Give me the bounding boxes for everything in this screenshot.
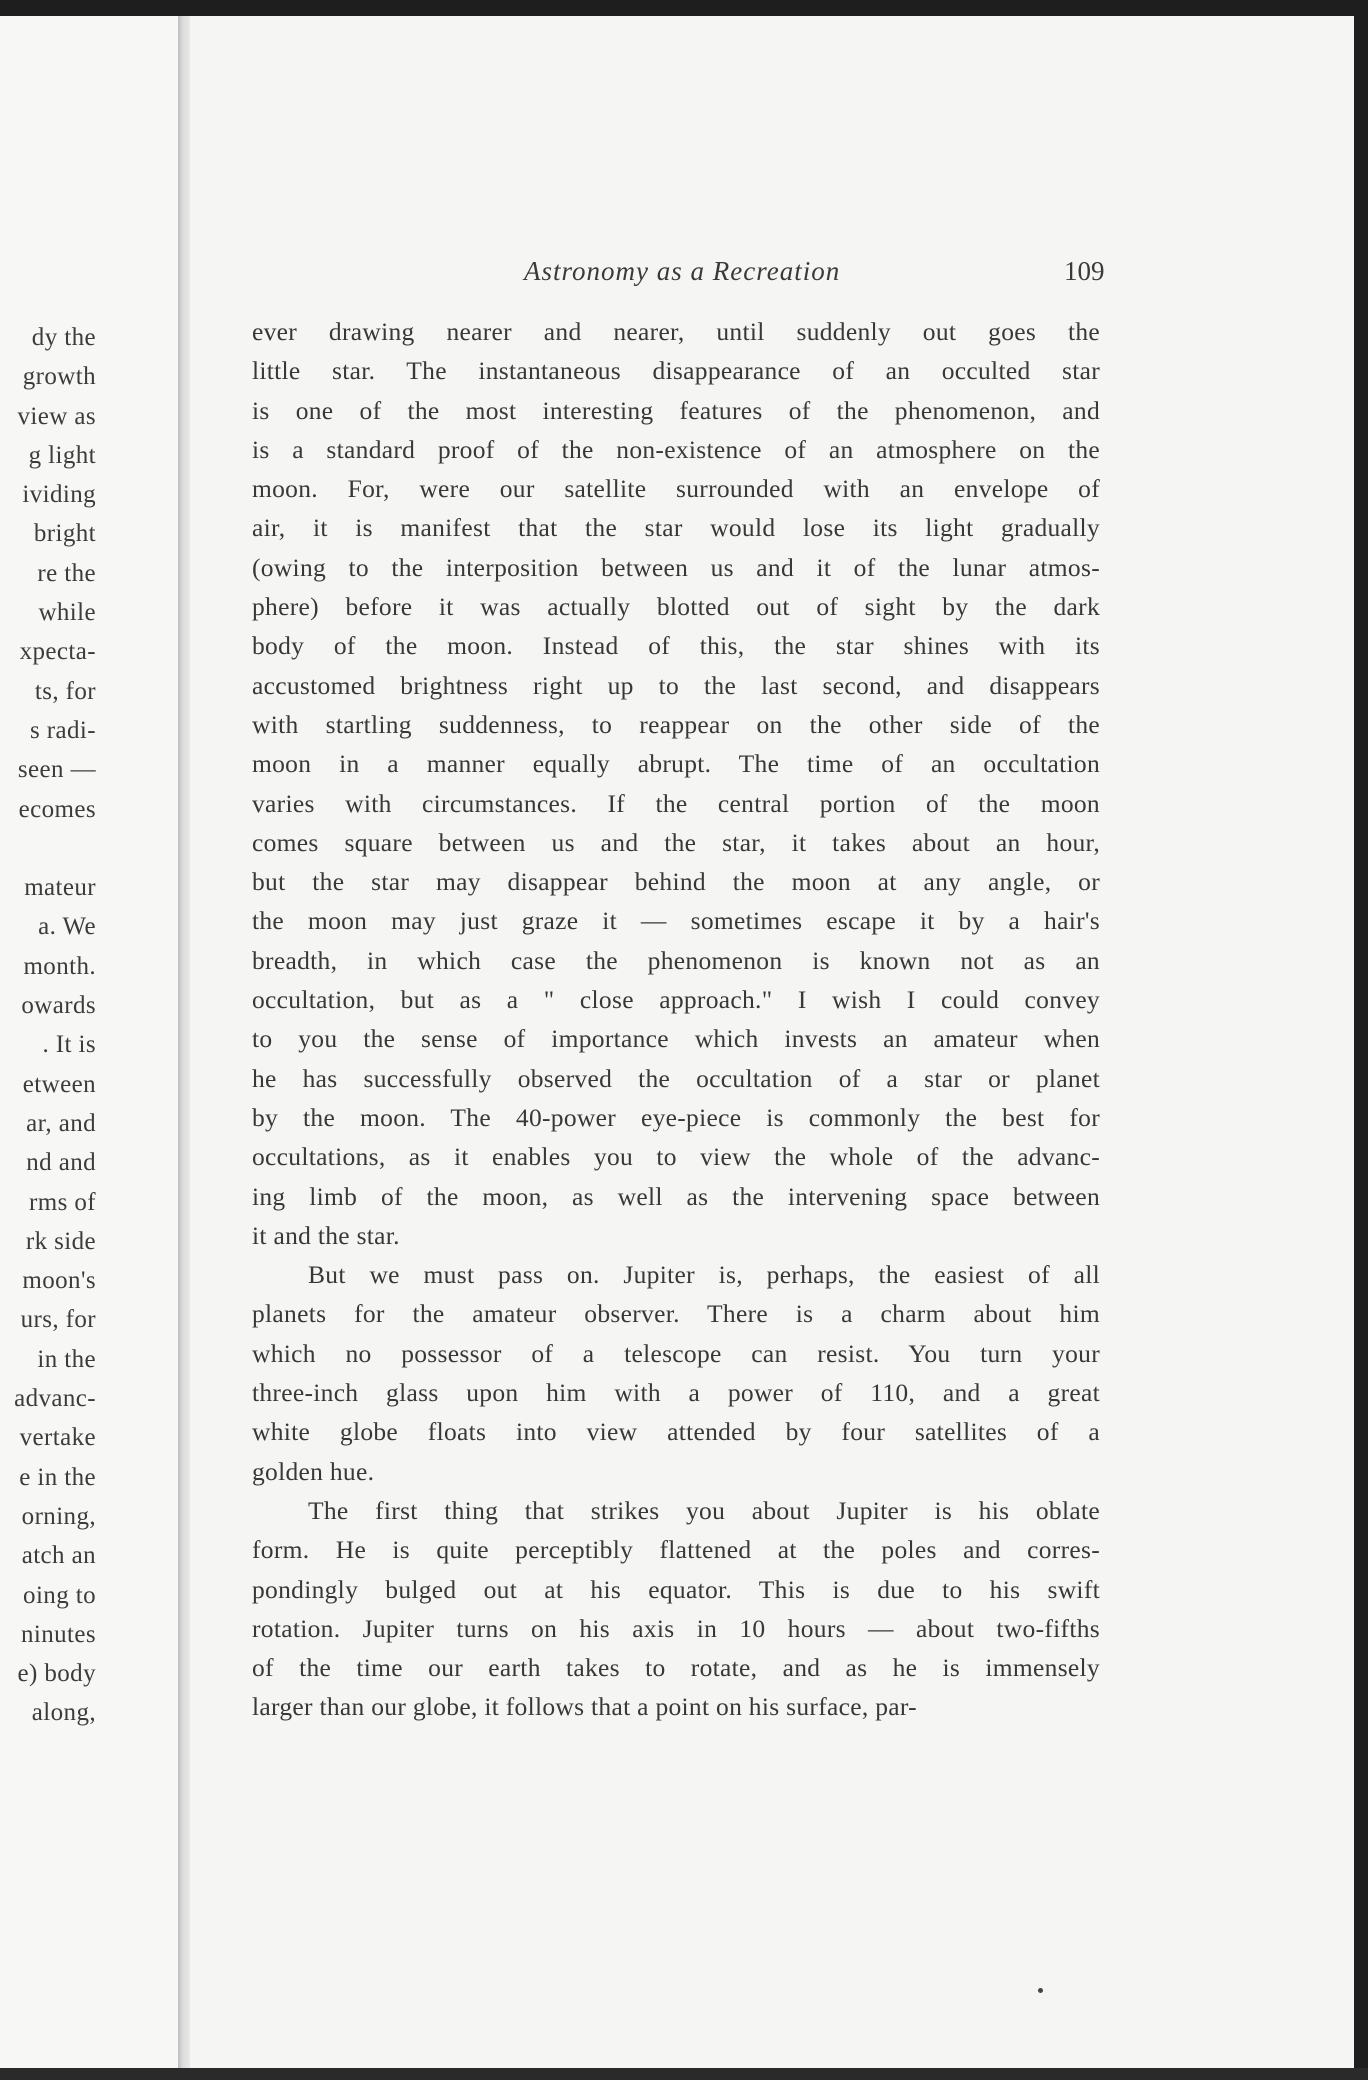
- left-page-line: while: [38, 599, 96, 627]
- text-line: rotation. Jupiter turns on his axis in 10 hours — about two-fifths: [252, 1613, 1100, 1643]
- body-text: [252, 312, 1100, 1727]
- left-page-line: rk side: [25, 1227, 96, 1255]
- text-line: planets for the amateur observer. There is a charm about him: [252, 1299, 1100, 1329]
- text-line: of the time our earth takes to rotate, and as he is immensely: [252, 1653, 1100, 1683]
- left-page-line: nd and: [26, 1149, 96, 1177]
- text-line: pondingly bulged out at his equator. This is due to his swift: [252, 1574, 1100, 1604]
- text-line: three-inch glass upon him with a power of 110, and a great: [252, 1378, 1100, 1408]
- text-line: But we must pass on. Jupiter is, perhaps, the easiest of all: [308, 1260, 1100, 1290]
- text-line: air, it is manifest that the star would lose its light gradually: [252, 513, 1100, 543]
- left-page-line: e) body: [17, 1660, 96, 1688]
- text-line: occultations, as it enables you to view the whole of the advanc-: [252, 1142, 1100, 1172]
- left-page-line: in the: [37, 1345, 96, 1373]
- text-line: but the star may disappear behind the moon at any angle, or: [252, 867, 1100, 897]
- text-line: occultation, but as a " close approach." I wish I could convey: [252, 985, 1100, 1015]
- left-page-line: view as: [17, 402, 96, 430]
- left-page-line: [14, 829, 96, 868]
- text-line: body of the moon. Instead of this, the star shines with its: [252, 631, 1100, 661]
- text-line: ing limb of the moon, as well as the intervening space between: [252, 1181, 1100, 1211]
- text-line: comes square between us and the star, it takes about an hour,: [252, 827, 1100, 857]
- left-page-line: atch an: [21, 1542, 96, 1570]
- text-line: accustomed brightness right up to the last second, and disappears: [252, 670, 1100, 700]
- right-page: [190, 16, 1354, 2068]
- scan-top-border: [0, 0, 1368, 16]
- text-line: the moon may just graze it — sometimes escape it by a hair's: [252, 906, 1100, 936]
- left-page-line: oing to: [23, 1581, 96, 1609]
- text-line: it and the star.: [252, 1220, 400, 1250]
- left-page-line: month.: [23, 952, 96, 980]
- left-page-line: xpecta-: [19, 638, 96, 666]
- text-line: (owing to the interposition between us and it of the lunar atmos-: [252, 552, 1100, 582]
- text-line: phere) before it was actually blotted out of sight by the dark: [252, 592, 1100, 622]
- text-line: little star. The instantaneous disappearance of an occulted star: [252, 356, 1100, 386]
- left-page-line: mateur: [24, 874, 96, 902]
- running-head: [190, 256, 1354, 296]
- left-page-line: a. We: [38, 913, 96, 941]
- left-page-line: etween: [22, 1070, 96, 1098]
- left-page-line: moon's: [22, 1267, 96, 1295]
- left-page-line: ar, and: [26, 1109, 96, 1137]
- left-page-line: e in the: [19, 1463, 96, 1491]
- text-line: to you the sense of importance which invests an amateur when: [252, 1024, 1100, 1054]
- left-page-line: . It is: [42, 1031, 96, 1059]
- text-line: is one of the most interesting features of the phenomenon, and: [252, 395, 1100, 425]
- text-line: golden hue.: [252, 1456, 375, 1486]
- text-line: white globe floats into view attended by four satellites of a: [252, 1417, 1100, 1447]
- left-page-line: ividing: [22, 481, 96, 509]
- text-line: which no possessor of a telescope can resist. You turn your: [252, 1338, 1100, 1368]
- paragraph: [252, 1255, 1100, 1491]
- left-page-line: rms of: [29, 1188, 96, 1216]
- left-page-line: bright: [33, 520, 96, 548]
- left-page-text-fragments: [14, 318, 96, 1733]
- text-line: with startling suddenness, to reappear on the other side of the: [252, 709, 1100, 739]
- book-gutter: [178, 16, 190, 2068]
- paragraph: [252, 312, 1100, 1255]
- left-page-line: urs, for: [20, 1306, 96, 1334]
- scan-bottom-border: [0, 2068, 1368, 2080]
- left-page: [0, 16, 178, 2068]
- text-line: moon in a manner equally abrupt. The time of an occultation: [252, 749, 1100, 779]
- running-title: Astronomy as a Recreation: [524, 256, 841, 286]
- left-page-line: vertake: [19, 1424, 96, 1452]
- left-page-line: owards: [21, 992, 96, 1020]
- left-page-line: re the: [37, 559, 96, 587]
- text-line: breadth, in which case the phenomenon is known not as an: [252, 945, 1100, 975]
- page-number: 109: [1064, 256, 1105, 286]
- left-page-line: dy the: [31, 324, 96, 351]
- paragraph: [252, 1491, 1100, 1727]
- text-line: he has successfully observed the occultation of a star or planet: [252, 1063, 1100, 1093]
- ink-speck: [1038, 1988, 1043, 1993]
- left-page-line: growth: [22, 363, 96, 391]
- left-page-line: along,: [31, 1699, 96, 1727]
- left-page-line: ts, for: [34, 677, 96, 705]
- text-line: varies with circumstances. If the central portion of the moon: [252, 788, 1100, 818]
- text-line: form. He is quite perceptibly flattened at the poles and corres-: [252, 1535, 1100, 1565]
- text-line: by the moon. The 40-power eye-piece is commonly the best for: [252, 1102, 1100, 1132]
- text-line: ever drawing nearer and nearer, until suddenly out goes the: [252, 317, 1100, 346]
- left-page-line: advanc-: [14, 1385, 96, 1413]
- text-line: is a standard proof of the non-existence of an atmosphere on the: [252, 434, 1100, 464]
- text-line: moon. For, were our satellite surrounded with an envelope of: [252, 474, 1100, 504]
- left-page-line: ecomes: [18, 795, 96, 823]
- left-page-line: orning,: [21, 1502, 96, 1530]
- scan-right-border: [1354, 0, 1368, 2080]
- left-page-line: s radi-: [30, 716, 96, 744]
- text-line: The first thing that strikes you about Jupiter is his oblate: [308, 1495, 1100, 1525]
- left-page-line: seen —: [17, 756, 96, 784]
- text-line: larger than our globe, it follows that a point on his surface, par-: [252, 1692, 917, 1722]
- left-page-line: ninutes: [20, 1620, 96, 1648]
- left-page-line: g light: [28, 441, 96, 469]
